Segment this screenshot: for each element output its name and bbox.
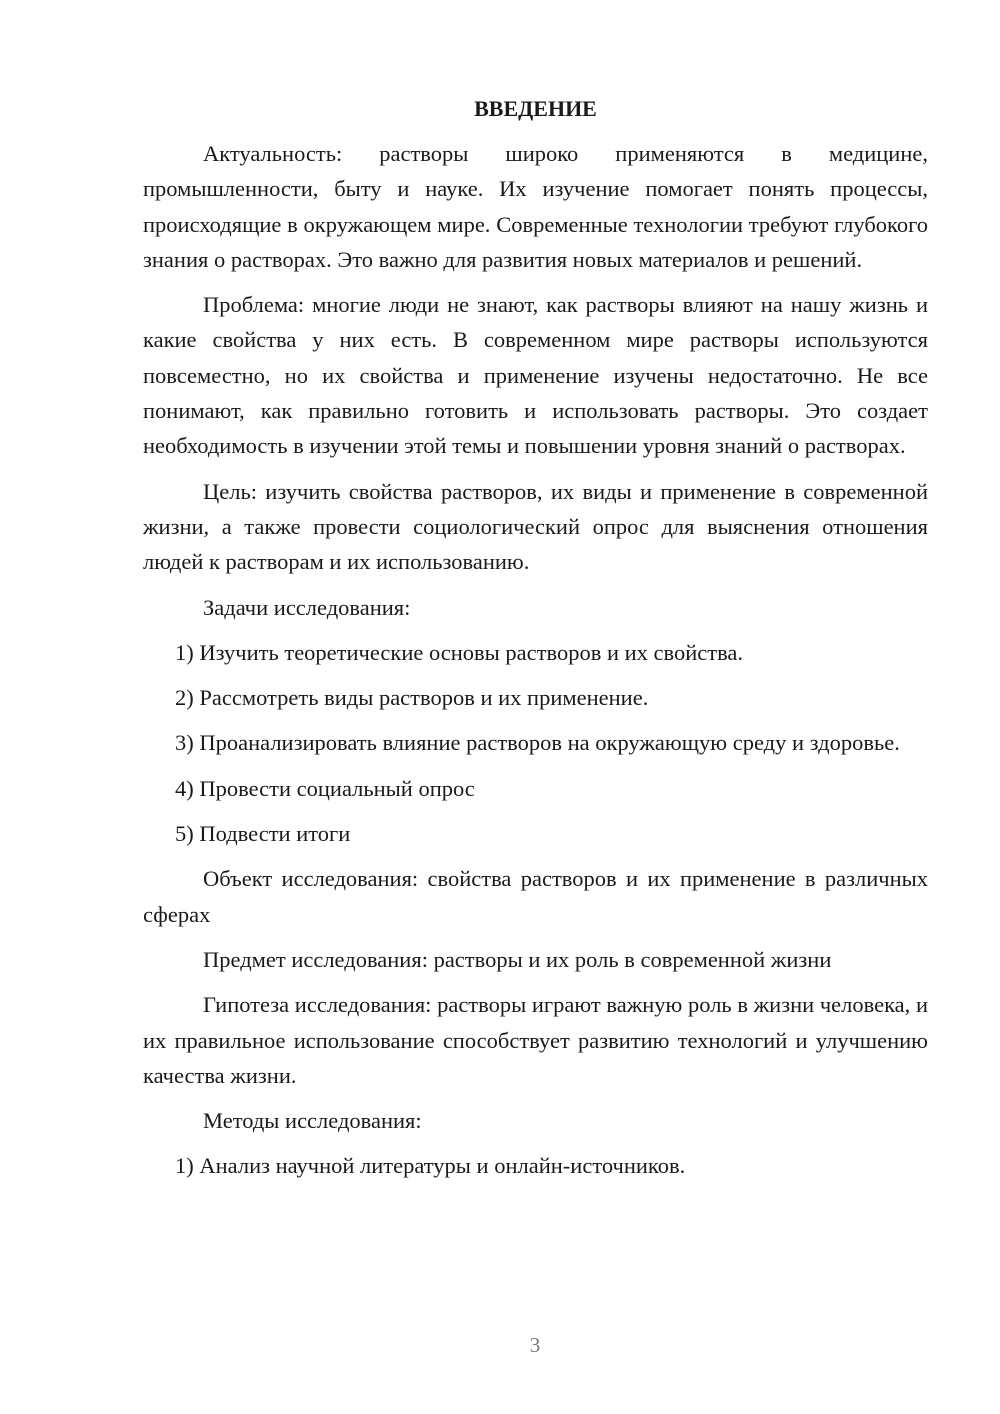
subject-paragraph: Предмет исследования: растворы и их роль в современной жизни <box>203 946 832 972</box>
task-item-3: 3) Проанализировать влияние растворов на окружающую среду и здоровье. <box>175 730 900 756</box>
object-paragraph: Объект исследования: свойства растворов и их применение в различных сферах <box>143 866 928 927</box>
document-page <box>143 92 928 1194</box>
method-item-1: 1) Анализ научной литературы и онлайн-источников. <box>175 1153 686 1179</box>
hypothesis-paragraph: Гипотеза исследования: растворы играют важную роль в жизни человека, и их правильное использование способствует развитию технологий и улучшению качества жизни. <box>143 992 928 1088</box>
problem-paragraph: Проблема: многие люди не знают, как растворы влияют на нашу жизнь и какие свойства у них есть. В современном мире растворы используются повсеместно, но их свойства и применение изучены недостаточно. Не все понимают, как правильно готовить и использовать растворы. Это создает необходимость в изучении этой темы и повышении уровня знаний о растворах. <box>143 292 928 459</box>
tasks-heading: Задачи исследования: <box>203 594 411 620</box>
relevance-paragraph: Актуальность: растворы широко применяются в медицине, промышленности, быту и науке. Их изучение помогает понять процессы, происходящие в окружающем мире. Современные технологии требуют глубокого знания о растворах. Это важно для развития новых материалов и решений. <box>143 141 928 272</box>
section-heading: ВВЕДЕНИЕ <box>474 96 597 121</box>
task-item-4: 4) Провести социальный опрос <box>175 775 475 801</box>
task-item-2: 2) Рассмотреть виды растворов и их применение. <box>175 685 649 711</box>
page-number: 3 <box>529 1333 541 1357</box>
task-item-5: 5) Подвести итоги <box>175 821 351 847</box>
methods-heading: Методы исследования: <box>203 1108 422 1134</box>
task-item-1: 1) Изучить теоретические основы растворов и их свойства. <box>175 639 744 665</box>
goal-paragraph: Цель: изучить свойства растворов, их виды и применение в современной жизни, а также провести социологический опрос для выяснения отношения людей к растворам и их использованию. <box>143 478 928 575</box>
